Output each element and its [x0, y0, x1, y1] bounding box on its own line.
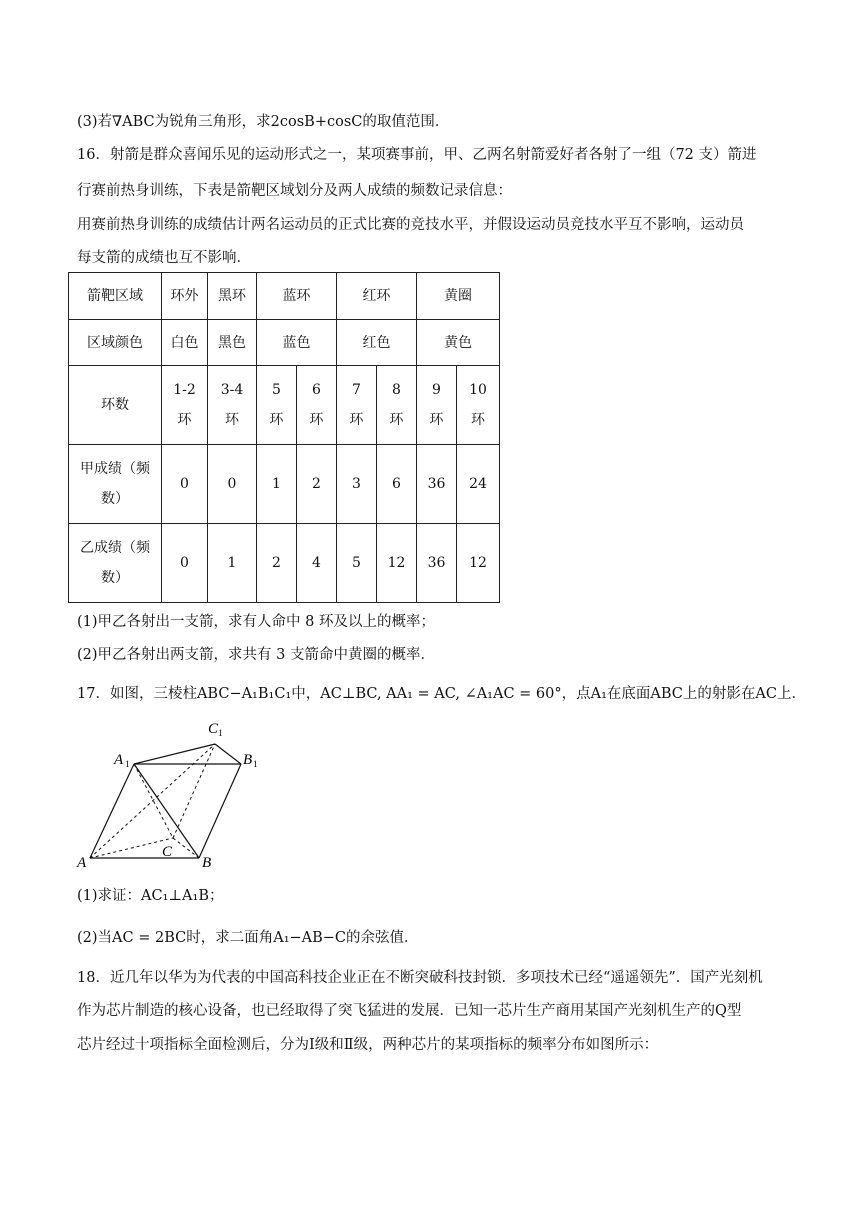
prism-figure	[72, 712, 272, 877]
color-cell: 白色	[162, 320, 208, 366]
table-cell: 4	[297, 524, 337, 603]
table-cell: 24	[457, 445, 500, 524]
edge-a-a1	[90, 764, 134, 858]
color-cell: 黑色	[208, 320, 257, 366]
q17-sub2: (2)当AC = 2BC时，求二面角A₁−AB−C的余弦值．	[77, 930, 419, 946]
table-cell: 2	[297, 445, 337, 524]
table-cell: 36	[417, 445, 457, 524]
q18-line2: 作为芯片制造的核心设备，也已经取得了突飞猛进的发展．已知一芯片生产商用某国产光刻机生产的Q型	[77, 1003, 742, 1019]
svg-text:1: 1	[253, 759, 258, 769]
ring-cell: 7 环	[337, 366, 377, 445]
table-cell: 12	[457, 524, 500, 603]
svg-text:1: 1	[218, 728, 223, 738]
region-cell: 黑环	[208, 273, 257, 320]
table-cell: 12	[377, 524, 417, 603]
label-B1: B	[243, 752, 253, 768]
q16-line3: 用赛前热身训练的成绩估计两名运动员的正式比赛的竞技水平，并假设运动员竞技水平互不影响，运动员	[77, 217, 744, 233]
q17-stem: 17．如图，三棱柱ABC−A₁B₁C₁中，AC⊥BC, AA₁ = AC, ∠A₁AC = 60°，点A₁在底面ABC上的射影在AC上．	[77, 686, 806, 702]
region-cell: 环外	[162, 273, 208, 320]
label-B: B	[202, 855, 212, 871]
dashed-a-c1	[90, 744, 215, 858]
svg-text:1: 1	[125, 759, 130, 769]
ring-cell: 1-2 环	[162, 366, 208, 445]
rings-label: 环数	[69, 366, 162, 445]
color-cell: 红色	[337, 320, 417, 366]
header-label: 箭靶区域	[69, 273, 162, 320]
ring-cell: 8 环	[377, 366, 417, 445]
region-cell: 黄圈	[417, 273, 500, 320]
label-A1: A	[114, 752, 124, 768]
edge-b-b1	[199, 764, 241, 858]
row-label-yi: 乙成绩（频 数）	[69, 524, 162, 603]
ring-cell: 3-4 环	[208, 366, 257, 445]
q17-sub1: (1)求证：AC₁⊥A₁B；	[77, 888, 224, 904]
table-cell: 0	[162, 524, 208, 603]
color-label: 区域颜色	[69, 320, 162, 366]
q16-line2: 行赛前热身训练，下表是箭靶区域划分及两人成绩的频数记录信息：	[77, 183, 512, 199]
color-cell: 黄色	[417, 320, 500, 366]
table-cell: 3	[337, 445, 377, 524]
q16-line4: 每支箭的成绩也互不影响．	[77, 250, 251, 266]
ring-cell: 6 环	[297, 366, 337, 445]
table-cell: 1	[257, 445, 297, 524]
label-A: A	[77, 855, 87, 871]
table-cell: 1	[208, 524, 257, 603]
dashed-a-c	[90, 838, 173, 858]
region-cell: 红环	[337, 273, 417, 320]
q16-line1: 16．射箭是群众喜闻乐见的运动形式之一，某项赛事前，甲、乙两名射箭爱好者各射了一组（72 支）箭进	[77, 147, 757, 163]
dashed-c-c1	[173, 744, 215, 838]
table-cell: 36	[417, 524, 457, 603]
q15-part3: (3)若∇ABC为锐角三角形，求2cosB+cosC的取值范围．	[77, 114, 450, 130]
q16-sub1: (1)甲乙各射出一支箭，求有人命中 8 环及以上的概率；	[77, 614, 435, 630]
ring-cell: 10 环	[457, 366, 500, 445]
region-cell: 蓝环	[257, 273, 337, 320]
table-cell: 0	[208, 445, 257, 524]
table-cell: 6	[377, 445, 417, 524]
edge-c1-b1	[215, 744, 241, 764]
q18-line1: 18．近几年以华为为代表的中国高科技企业正在不断突破科技封锁．多项技术已经“遥遥领先”．国产光刻机	[77, 970, 763, 986]
edge-a1-c1	[134, 744, 215, 764]
label-C1: C	[208, 721, 219, 737]
ring-cell: 5 环	[257, 366, 297, 445]
q16-sub2: (2)甲乙各射出两支箭，求共有 3 支箭命中黄圈的概率．	[77, 647, 435, 663]
dashed-c-b	[173, 838, 199, 858]
ring-cell: 9 环	[417, 366, 457, 445]
label-C: C	[162, 844, 173, 860]
color-cell: 蓝色	[257, 320, 337, 366]
row-label-jia: 甲成绩（频 数）	[69, 445, 162, 524]
dashed-a1-c	[134, 764, 173, 838]
table-cell: 0	[162, 445, 208, 524]
q18-line3: 芯片经过十项指标全面检测后，分为Ⅰ级和Ⅱ级，两种芯片的某项指标的频率分布如图所示：	[77, 1037, 659, 1053]
archery-score-table	[68, 272, 500, 603]
table-cell: 5	[337, 524, 377, 603]
table-cell: 2	[257, 524, 297, 603]
